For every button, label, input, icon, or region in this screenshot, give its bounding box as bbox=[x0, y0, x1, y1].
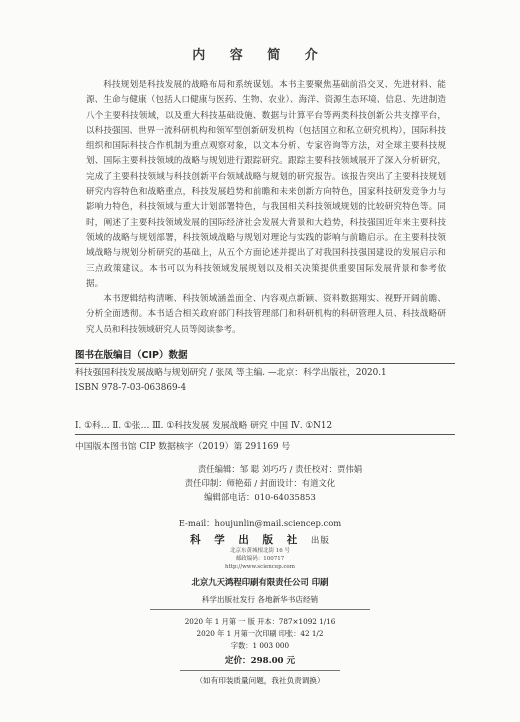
summary-title: 内 容 简 介 bbox=[192, 48, 328, 63]
quality-notice: （如有印装质量问题，我社负责调换） bbox=[195, 676, 325, 685]
print-credit: 责任印制：师艳茹 / 封面设计：有道文化 bbox=[184, 478, 336, 488]
publisher-name bbox=[0, 532, 520, 547]
summary-paragraph-2: 本书逻辑结构清晰、科技领域涵盖面全、内容观点新颖、资料数据翔实、视野开阔前瞻、分析全面透彻。本书适合相关政府部门科技管理部门和科研机构的科研管理人员、科技战略研究人员和科技领域研究人员等阅读参考。 bbox=[86, 294, 446, 335]
editorial-email: E-mail：houjunlin@mail.sciencep.com bbox=[178, 518, 342, 528]
cip-isbn-line: ISBN 978-7-03-063869-4 bbox=[75, 383, 187, 393]
publisher-block bbox=[0, 532, 520, 686]
cip-body bbox=[75, 364, 455, 452]
printer-line: 北京九天鸿程印刷有限责任公司 印刷 bbox=[191, 577, 329, 587]
cip-heading: 图书在版编目（CIP）数据 bbox=[75, 350, 188, 361]
publisher-website: http://www.sciencep.com bbox=[225, 564, 295, 570]
edition-top-rule bbox=[150, 609, 370, 610]
cip-classification-line: Ⅰ. ①科… Ⅱ. ①张… Ⅲ. ①科技发展 发展战略 研究 中国 Ⅳ. ①N12 bbox=[75, 421, 333, 431]
cip-number-line: 中国版本图书馆 CIP 数据核字（2019）第 291169 号 bbox=[75, 442, 291, 452]
publisher-name-suffix: 出版 bbox=[310, 536, 330, 546]
editor-credit: 责任编辑：邹 聪 刘巧巧 / 责任校对：贾伟娟 bbox=[197, 464, 363, 474]
publisher-address-1: 北京东黄城根北街 16 号 bbox=[230, 548, 290, 554]
cip-bottom-rule bbox=[75, 434, 455, 435]
publisher-name-text: 科 学 出 版 社 bbox=[190, 534, 303, 546]
cip-title-line: 科技强国科技发展战略与规划研究 / 张凤 等主编. —北京：科学出版社，2020.1 bbox=[75, 368, 387, 378]
summary-paragraph-1: 科技规划是科技发展的战略布局和系统谋划。本书主要聚焦基础前沿交叉、先进材料、能源、生命与健康（包括人口健康与医药、生物、农业）、海洋、资源生态环境、信息、先进制造八个主要科技领域，以及重大科技基础设施、数据与计算平台等两类科技创新公共支撑平台，以科技强国、世界一流科研机构和领军型创新研发机构（包括国立和私立研究机构），国际科技组织和国际科技合作机制为重点观察对象，以文本分析、专家咨询等方法，对全球主要科技规划、国际主要科技领域的战略与规划进行跟踪研究。跟踪主要科技领域展开了深入分析研究，完成了主要科技领域与科技创新平台领域战略与规划的研究报告。该报告突出了主要科技规划研究内容特色和战略重点，科技发展趋势和前瞻和未来创新方向特色，国家科技研发竞争力与影响力特色，科技领域与重大计划部署特色，与我国相关科技领域规划的比较研究特色等。同时，阐述了主要科技领域发展的国际经济社会发展大背景和大趋势，科技强国近年来主要科技领域的战略与规划部署，科技领域战略与规划对理论与实践的影响与前瞻启示。在主要科技领域战略与规划分析研究的基础上，从五个方面论述并提出了对我国科技强国建设的发展启示和三点政策建议。本书可以为科技领域发展规划以及相关决策提供重要国际发展背景和参考依据。 bbox=[86, 80, 446, 289]
distribution-line: 科学出版社发行 各地新华书店经销 bbox=[201, 595, 319, 604]
edition-row-3: 字数：1 003 000 bbox=[230, 641, 290, 650]
cip-section bbox=[75, 347, 455, 452]
edition-row-1: 2020 年 1 月第 一 版 开本：787×1092 1/16 bbox=[184, 617, 336, 626]
summary-body bbox=[86, 78, 446, 338]
price-line: 定价：298.00 元 bbox=[224, 656, 296, 666]
publisher-address-2: 邮政编码：100717 bbox=[235, 556, 285, 562]
edition-row-2: 2020 年 1 月第一次印刷 印张：42 1/2 bbox=[196, 629, 324, 638]
editorial-phone: 编辑部电话：010-64035853 bbox=[204, 492, 316, 502]
credits-block bbox=[0, 462, 520, 530]
price-rule bbox=[180, 670, 340, 671]
